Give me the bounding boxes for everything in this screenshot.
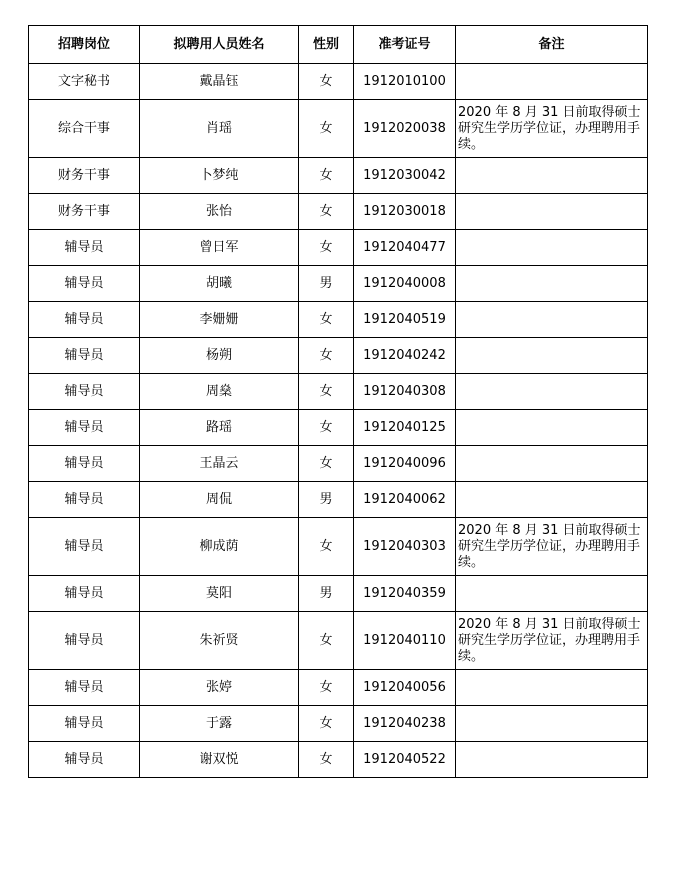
cell-gender: 女: [299, 302, 354, 338]
header-position: 招聘岗位: [29, 26, 140, 64]
table-row: [29, 266, 648, 302]
cell-exam-id: 1912040062: [354, 482, 456, 518]
cell-name: 莫阳: [140, 576, 299, 612]
cell-exam-id: 1912040096: [354, 446, 456, 482]
table-body: [29, 64, 648, 778]
cell-name: 周燊: [140, 374, 299, 410]
cell-gender: 女: [299, 158, 354, 194]
cell-gender: 女: [299, 100, 354, 158]
table-row: [29, 446, 648, 482]
cell-position: 辅导员: [29, 374, 140, 410]
table-row: [29, 374, 648, 410]
cell-exam-id: 1912040110: [354, 612, 456, 670]
cell-name: 于露: [140, 706, 299, 742]
table-row: [29, 482, 648, 518]
cell-name: 卜梦纯: [140, 158, 299, 194]
cell-position: 辅导员: [29, 576, 140, 612]
cell-note: [456, 338, 648, 374]
cell-note: [456, 158, 648, 194]
cell-note: [456, 742, 648, 778]
cell-gender: 女: [299, 230, 354, 266]
cell-name: 柳成荫: [140, 518, 299, 576]
cell-position: 辅导员: [29, 706, 140, 742]
cell-position: 辅导员: [29, 670, 140, 706]
table-row: [29, 706, 648, 742]
cell-gender: 女: [299, 670, 354, 706]
table-row: [29, 302, 648, 338]
cell-exam-id: 1912040519: [354, 302, 456, 338]
table-row: [29, 338, 648, 374]
table-row: [29, 410, 648, 446]
cell-exam-id: 1912040522: [354, 742, 456, 778]
cell-position: 财务干事: [29, 194, 140, 230]
cell-gender: 女: [299, 706, 354, 742]
cell-name: 胡曦: [140, 266, 299, 302]
cell-exam-id: 1912040008: [354, 266, 456, 302]
cell-position: 辅导员: [29, 338, 140, 374]
cell-note: 2020 年 8 月 31 日前取得硕士研究生学历学位证，办理聘用手续。: [456, 518, 648, 576]
cell-name: 杨朔: [140, 338, 299, 374]
table-row: [29, 158, 648, 194]
cell-name: 曾日军: [140, 230, 299, 266]
cell-gender: 女: [299, 612, 354, 670]
cell-note: [456, 482, 648, 518]
cell-note: [456, 670, 648, 706]
cell-position: 辅导员: [29, 446, 140, 482]
cell-exam-id: 1912040125: [354, 410, 456, 446]
cell-position: 辅导员: [29, 482, 140, 518]
cell-name: 戴晶钰: [140, 64, 299, 100]
cell-note: [456, 446, 648, 482]
cell-position: 辅导员: [29, 518, 140, 576]
cell-exam-id: 1912030042: [354, 158, 456, 194]
cell-note: [456, 302, 648, 338]
cell-exam-id: 1912040238: [354, 706, 456, 742]
cell-gender: 女: [299, 518, 354, 576]
cell-exam-id: 1912040242: [354, 338, 456, 374]
cell-gender: 男: [299, 482, 354, 518]
table-row: [29, 670, 648, 706]
cell-gender: 男: [299, 266, 354, 302]
cell-position: 辅导员: [29, 230, 140, 266]
table-row: [29, 194, 648, 230]
cell-position: 综合干事: [29, 100, 140, 158]
cell-name: 张怡: [140, 194, 299, 230]
header-note: 备注: [456, 26, 648, 64]
cell-note: [456, 374, 648, 410]
cell-name: 路瑶: [140, 410, 299, 446]
cell-exam-id: 1912040056: [354, 670, 456, 706]
table-row: [29, 742, 648, 778]
cell-gender: 女: [299, 64, 354, 100]
cell-position: 辅导员: [29, 302, 140, 338]
cell-exam-id: 1912020038: [354, 100, 456, 158]
cell-name: 张婷: [140, 670, 299, 706]
cell-note: [456, 266, 648, 302]
cell-name: 肖瑶: [140, 100, 299, 158]
cell-gender: 女: [299, 410, 354, 446]
cell-position: 辅导员: [29, 410, 140, 446]
table-row: [29, 518, 648, 576]
cell-name: 朱祈贤: [140, 612, 299, 670]
table-row: [29, 576, 648, 612]
cell-note: [456, 230, 648, 266]
cell-gender: 女: [299, 742, 354, 778]
cell-exam-id: 1912040477: [354, 230, 456, 266]
cell-name: 李姗姗: [140, 302, 299, 338]
table-row: [29, 100, 648, 158]
cell-position: 辅导员: [29, 266, 140, 302]
header-gender: 性别: [299, 26, 354, 64]
cell-position: 文字秘书: [29, 64, 140, 100]
cell-note: [456, 706, 648, 742]
cell-name: 谢双悦: [140, 742, 299, 778]
header-exam-id: 准考证号: [354, 26, 456, 64]
cell-gender: 女: [299, 374, 354, 410]
cell-note: [456, 576, 648, 612]
cell-position: 辅导员: [29, 742, 140, 778]
cell-exam-id: 1912030018: [354, 194, 456, 230]
cell-exam-id: 1912040303: [354, 518, 456, 576]
table-header-row: [29, 26, 648, 64]
table-row: [29, 612, 648, 670]
cell-exam-id: 1912040359: [354, 576, 456, 612]
cell-exam-id: 1912040308: [354, 374, 456, 410]
cell-note: [456, 410, 648, 446]
header-name: 拟聘用人员姓名: [140, 26, 299, 64]
cell-gender: 女: [299, 194, 354, 230]
cell-name: 周侃: [140, 482, 299, 518]
cell-exam-id: 1912010100: [354, 64, 456, 100]
cell-note: [456, 64, 648, 100]
cell-gender: 男: [299, 576, 354, 612]
table-row: [29, 230, 648, 266]
cell-name: 王晶云: [140, 446, 299, 482]
cell-note: 2020 年 8 月 31 日前取得硕士研究生学历学位证，办理聘用手续。: [456, 612, 648, 670]
cell-note: [456, 194, 648, 230]
cell-gender: 女: [299, 446, 354, 482]
cell-position: 财务干事: [29, 158, 140, 194]
cell-position: 辅导员: [29, 612, 140, 670]
cell-gender: 女: [299, 338, 354, 374]
cell-note: 2020 年 8 月 31 日前取得硕士研究生学历学位证，办理聘用手续。: [456, 100, 648, 158]
table-row: [29, 64, 648, 100]
hiring-roster-table: [28, 25, 648, 778]
